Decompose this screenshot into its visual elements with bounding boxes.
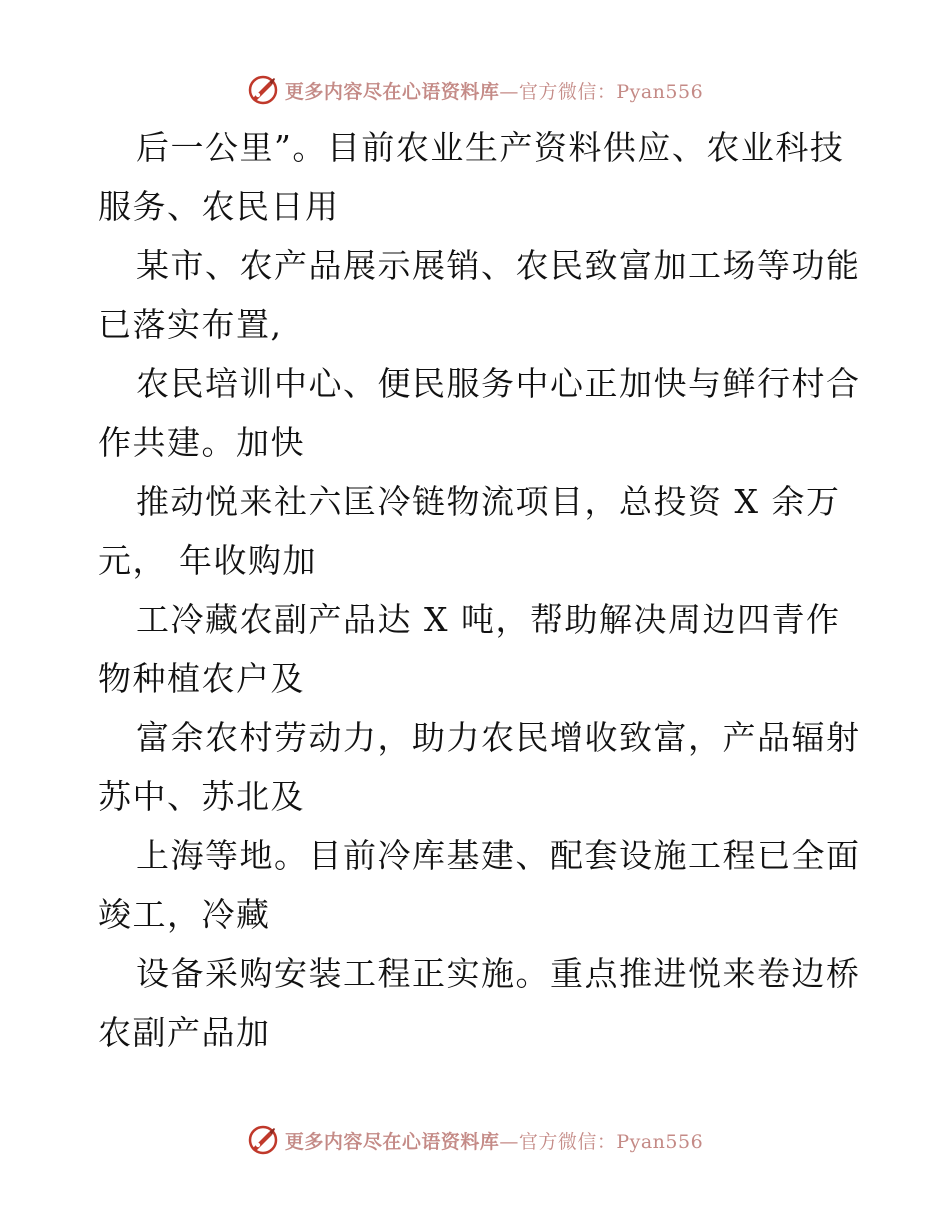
header-banner-bold: 更多内容尽在心语资料库 xyxy=(284,80,500,103)
paragraph-line: 后一公里”。目前农业生产资料供应、农业科技 xyxy=(136,128,845,167)
paragraph-line: 推动悦来社六匡冷链物流项目，总投资 X 余万 xyxy=(136,482,841,521)
quill-logo-icon xyxy=(247,1124,279,1156)
paragraph-line: 农副产品加 xyxy=(98,1013,271,1052)
paragraph-line: 上海等地。目前冷库基建、配套设施工程已全面 xyxy=(136,836,861,875)
paragraph-line: 苏中、苏北及 xyxy=(98,777,305,816)
paragraph-line: 某市、农产品展示展销、农民致富加工场等功能 xyxy=(136,246,861,285)
quill-logo-icon xyxy=(247,74,279,106)
paragraph-line: 设备采购安装工程正实施。重点推进悦来卷边桥 xyxy=(136,954,861,993)
paragraph-line: 作共建。加快 xyxy=(98,423,305,462)
header-banner-plain: —官方微信：Pyan556 xyxy=(499,80,704,103)
paragraph-line: 农民培训中心、便民服务中心正加快与鲜行村合 xyxy=(136,364,861,403)
paragraph-line: 工冷藏农副产品达 X 吨，帮助解决周边四青作 xyxy=(136,600,841,639)
paragraph-line: 竣工，冷藏 xyxy=(98,895,271,934)
header-banner-text xyxy=(285,77,703,104)
paragraph-line: 已落实布置, xyxy=(98,305,283,344)
footer-banner-text xyxy=(285,1127,703,1154)
paragraph-line: 富余农村劳动力，助力农民增收致富，产品辐射 xyxy=(136,718,861,757)
document-body xyxy=(98,118,861,1062)
paragraph-line: 服务、农民日用 xyxy=(98,187,340,226)
paragraph-line: 物种植农户及 xyxy=(98,659,305,698)
footer-banner-plain: —官方微信：Pyan556 xyxy=(499,1130,704,1153)
footer-banner-bold: 更多内容尽在心语资料库 xyxy=(284,1130,500,1153)
paragraph-line: 元， 年收购加 xyxy=(98,541,317,580)
footer-watermark-banner xyxy=(0,1120,950,1160)
header-watermark-banner xyxy=(0,70,950,110)
